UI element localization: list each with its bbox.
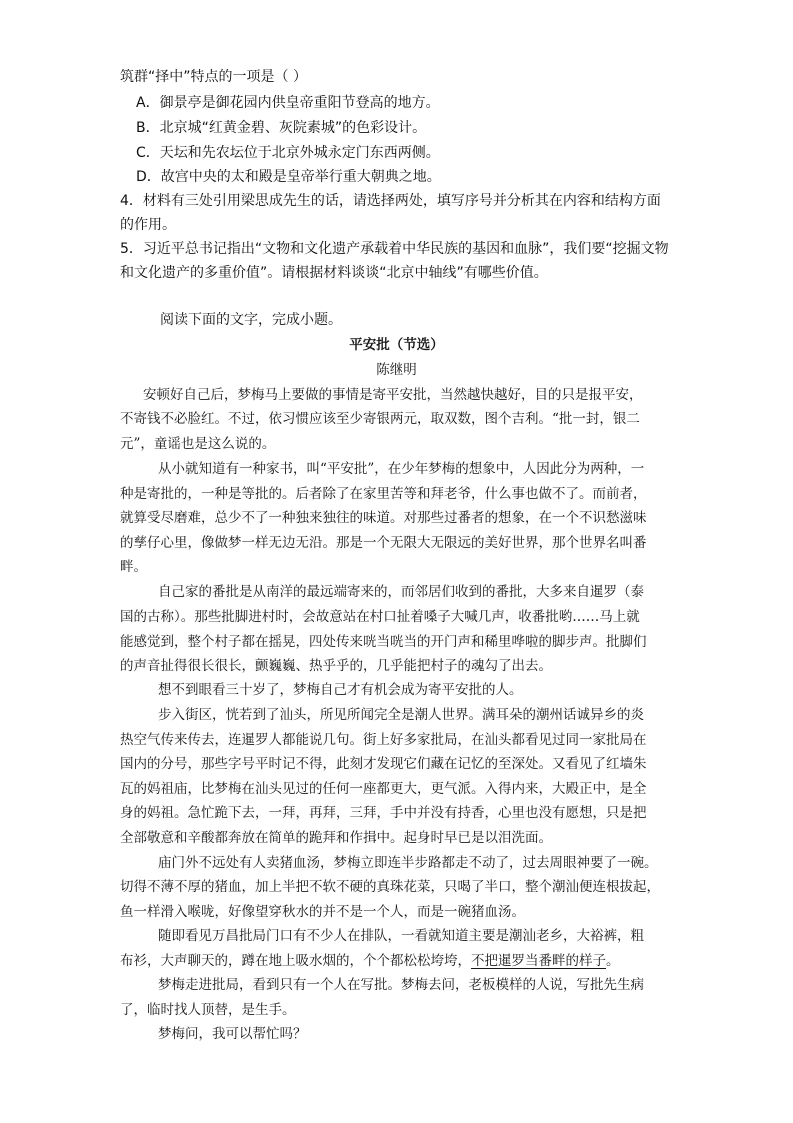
- passage-line: 梦梅走进批局，看到只有一个人在写批。梦梅去问，老板模样的人说，写批先生病: [158, 977, 644, 993]
- q4-line-2: 的作用。: [120, 217, 176, 233]
- passage-title: 平安批（节选）: [349, 337, 444, 353]
- passage-line: 能感觉到，整个村子都在摇晃，四处传来咣当咣当的开门声和稀里哗啦的脚步声。批脚们: [120, 634, 647, 650]
- passage-line: 自己家的番批是从南洋的最远端寄来的，而邻居们收到的番批，大多来自暹罗（泰: [158, 584, 644, 600]
- passage-line: 的声音扯得很长很长，颤巍巍、热乎乎的，几乎能把村子的魂勾了出去。: [120, 658, 552, 674]
- passage-line: 国的古称）。那些批脚进村时，会故意站在村口扯着嗓子大喊几声，收番批哟……马上就: [120, 609, 640, 625]
- passage-text: 。: [606, 953, 620, 969]
- passage-line: 畔。: [120, 559, 147, 575]
- passage-line: 随即看见万昌批局门口有不少人在排队，一看就知道主要是潮汕老乡，大裕裤，粗: [158, 928, 644, 944]
- reading-instruction: 阅读下面的文字，完成小题。: [160, 312, 342, 328]
- passage-line: 元”，童谣也是这么说的。: [120, 436, 276, 452]
- passage-line: 安顿好自己后，梦梅马上要做的事情是寄平安批，当然越快越好，目的只是报平安，: [143, 387, 643, 403]
- q4-line-1: 4．材料有三处引用梁思成先生的话，请选择两处，填写序号并分析其在内容和结构方面: [120, 193, 661, 209]
- underlined-phrase: 不把暹罗当番畔的样子: [471, 953, 606, 969]
- passage-line: 庙门外不远处有人卖猪血汤，梦梅立即连半步路都走不动了，过去周眼神要了一碗。: [158, 855, 658, 871]
- passage-line: 从小就知道有一种家书，叫“平安批”，在少年梦梅的想象中，人因此分为两种，一: [158, 461, 645, 477]
- passage-line: 种是寄批的，一种是等批的。后者除了在家里苦等和拜老爷，什么事也做不了。而前者，: [120, 486, 647, 502]
- passage-author: 陈继明: [376, 362, 417, 378]
- passage-line: 全部敬意和辛酸都奔放在简单的跪拜和作揖中。起身时早已是以泪洗面。: [120, 830, 552, 846]
- q5-line-2: 和文化遗产的多重价值”。请根据材料谈谈“北京中轴线”有哪些价值。: [120, 265, 548, 281]
- q3-option-a: A．御景亭是御花园内供皇帝重阳节登高的地方。: [136, 95, 440, 111]
- q3-option-b: B．北京城“红黄金碧、灰院素城”的色彩设计。: [136, 120, 427, 136]
- passage-line: 切得不薄不厚的猪血，加上半把不软不硬的真珠花菜，只喝了半口，整个潮汕便连根拔起，: [120, 879, 660, 895]
- passage-line: 就算受尽磨难，总少不了一种独来独往的味道。对那些过番者的想象，在一个不识愁滋味: [120, 510, 647, 526]
- passage-line: 的孳仔心里，像做梦一样无边无沿。那是一个无限大无限远的美好世界，那个世界名叫番: [120, 535, 647, 551]
- passage-line: 不寄钱不必脸红。不过，依习惯应该至少寄银两元，取双数，图个吉利。“批一封，银二: [120, 411, 640, 427]
- passage-line: 身的妈祖。急忙跪下去，一拜，再拜，三拜，手中并没有持香，心里也没有愿想，只是把: [120, 805, 647, 821]
- passage-line: 想不到眼看三十岁了，梦梅自己才有机会成为寄平安批的人。: [158, 682, 523, 698]
- passage-line: 热空气传来传去，连暹罗人都能说几句。街上好多家批局，在汕头都看见过同一家批局在: [120, 732, 647, 748]
- q3-option-d: D．故宫中央的太和殿是皇帝举行重大朝典之地。: [136, 169, 441, 185]
- q3-stem: 筑群“择中”特点的一项是（ ）: [120, 69, 307, 85]
- passage-line: 国内的分号，那些字号平时记不得，此刻才发现它们藏在记忆的至深处。又看见了红墙朱: [120, 756, 647, 772]
- passage-line: 步入街区，恍若到了汕头，所见所闻完全是潮人世界。满耳朵的潮州话诚异乡的炎: [158, 707, 644, 723]
- q5-line-1: 5．习近平总书记指出“文物和文化遗产承载着中华民族的基因和血脉”，我们要“挖掘文物: [120, 241, 669, 257]
- passage-line: 梦梅问，我可以帮忙吗？: [158, 1026, 307, 1042]
- q3-option-c: C．天坛和先农坛位于北京外城永定门东西两侧。: [136, 145, 440, 161]
- passage-line: 了，临时找人顶替，是生手。: [120, 1002, 296, 1018]
- passage-line: 鱼一样滑入喉咙，好像望穿秋水的并不是一个人，而是一碗猪血汤。: [120, 904, 525, 920]
- passage-line: [120, 949, 620, 969]
- passage-line: 瓦的妈祖庙，比梦梅在汕头见过的任何一座都更大，更气派。入得内来，大殿正中，是全: [120, 781, 647, 797]
- passage-text: 布衫，大声聊天的，蹲在地上吸水烟的，个个都松松垮垮，: [120, 953, 471, 969]
